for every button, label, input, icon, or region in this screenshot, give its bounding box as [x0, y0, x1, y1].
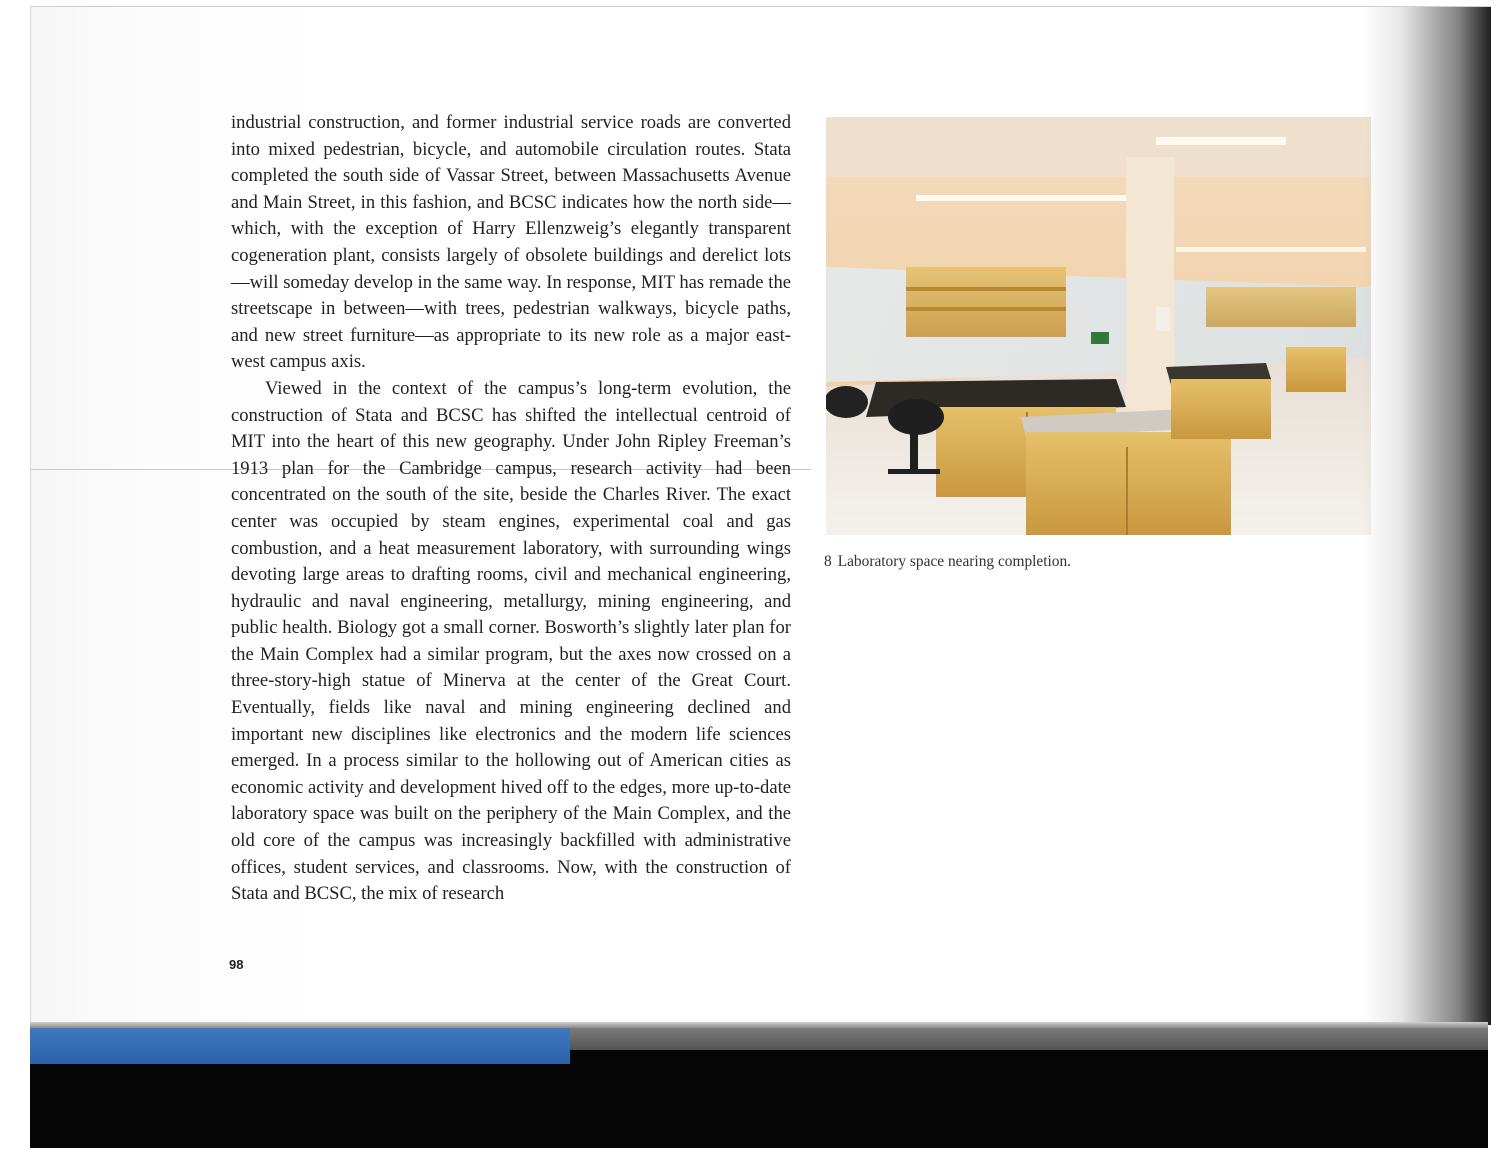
- laboratory-photo: [826, 117, 1371, 535]
- figure-caption: [824, 553, 1071, 571]
- page-number: 98: [229, 957, 244, 972]
- body-text-column: [231, 110, 791, 908]
- body-paragraph-2: Viewed in the context of the campus’s long-term evolution, the construction of Stata and BCSC has shifted the intellectual centroid of MIT into the heart of this new geography. Under John Ripley Freeman’s 1913 plan for the Cambridge campus, research activity had been concentrated on the south of the site, beside the Charles River. The exact center was occupied by steam engines, experimental coal and gas combustion, and a heat measurement laboratory, with surrounding wings devoting large areas to drafting rooms, civil and mechanical engineering, hydraulic and naval engineering, metallurgy, mining engineering, and public health. Biology got a small corner. Bosworth’s slightly later plan for the Main Complex had a similar program, but the axes now crossed on a three-story-high statue of Minerva at the center of the Great Court. Eventually, fields like naval and mining engineering declined and important new disciplines like electronics and the modern life sciences emerged. In a process similar to the hollowing out of American cities as economic activity and development hived off to the edges, more up-to-date laboratory space was built on the periphery of the Main Complex, and the old core of the campus was increasingly backfilled with administrative offices, student services, and classrooms. Now, with the construction of Stata and BCSC, the mix of research: [231, 377, 791, 905]
- body-paragraph-1: industrial construction, and former industrial service roads are converted into mixed pedestrian, bicycle, and automobile circulation routes. Stata completed the south side of Vassar Street, between Massachusetts Avenue and Main Street, in this fashion, and BCSC indicates how the north side—which, with the exception of Harry Ellenzweig’s elegantly transparent cogeneration plant, consists largely of obsolete buildings and derelict lots—will someday develop in the same way. In response, MIT has remade the streetscape in between—with trees, pedestrian walkways, bicycle paths, and new street furniture—as appropriate to its new role as a major east-west campus axis.: [231, 112, 791, 373]
- page-stack-edge: [570, 1028, 1488, 1050]
- book-cover-edge: [30, 1028, 570, 1064]
- figure-number: 8: [824, 553, 832, 570]
- book-page: [30, 6, 1491, 1025]
- figure-caption-text: Laboratory space nearing completion.: [837, 553, 1072, 570]
- spine-shadow: [1361, 7, 1491, 1025]
